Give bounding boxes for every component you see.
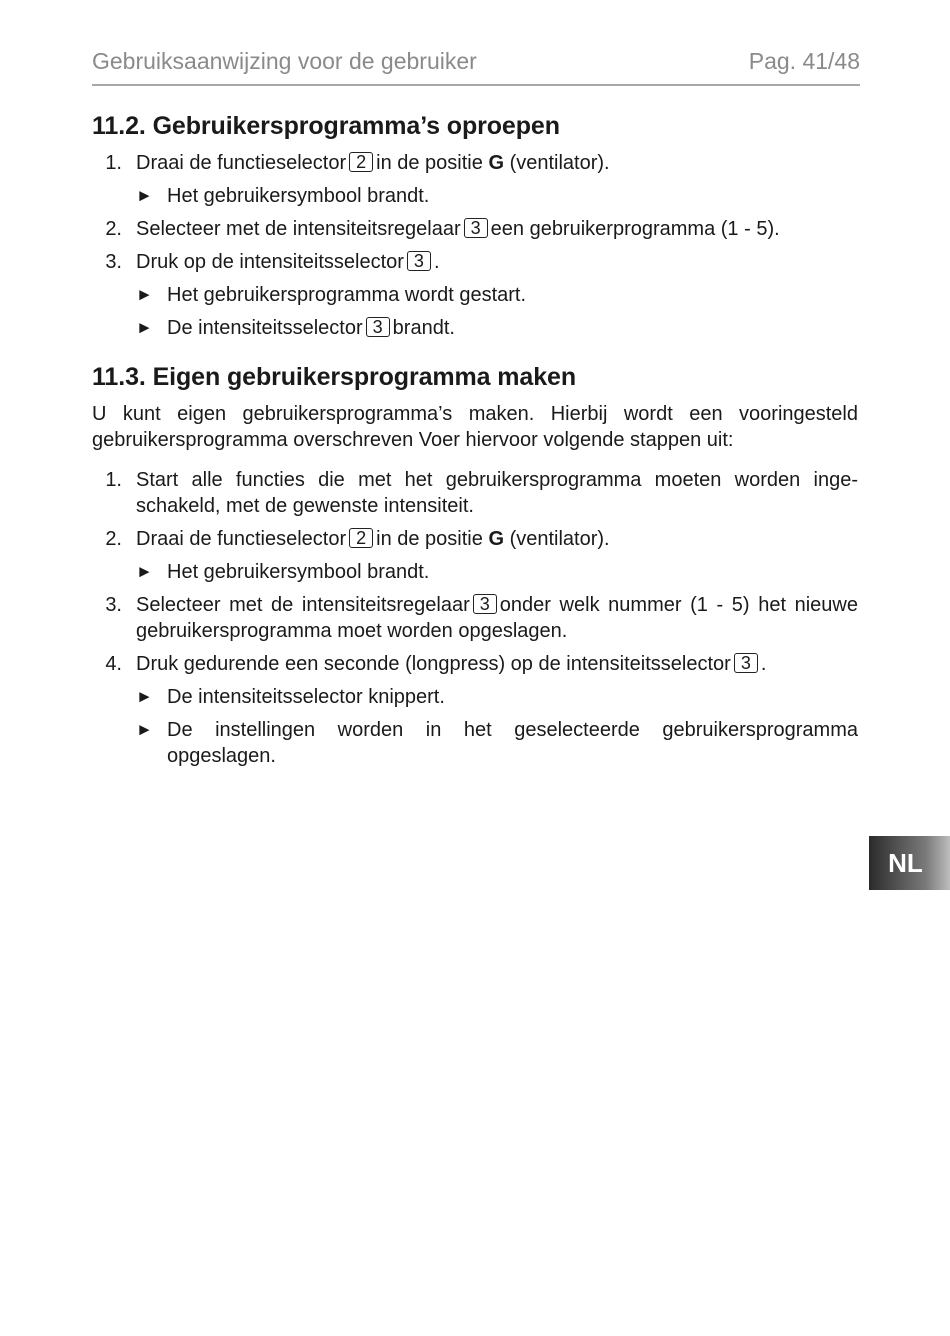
result-item [136,559,858,585]
step-text: Start alle functies die met het gebruikersprogramma moeten worden ingeschakeld, met de gewenste intensiteit. [136,469,858,517]
step-text [136,150,858,176]
step-text-part: Druk op de intensiteitsselector [136,251,404,273]
step-item [92,467,858,519]
key-reference: 2 [349,152,373,172]
header-divider [92,84,860,86]
step-number: 4. [105,653,122,675]
result-text: Het gebruikersymbool brandt. [167,185,430,207]
result-text: Het gebruikersymbool brandt. [167,561,430,583]
step-list-11-3 [92,467,858,769]
arrow-right-icon: ► [136,720,153,739]
step-text-part: Selecteer met de intensiteitsregelaar [136,594,470,616]
step-text [136,592,858,644]
step-text-part: in de positie [376,528,483,550]
key-reference: 3 [473,594,497,614]
result-text-part: De intensiteitsselector [167,317,363,339]
step-item [92,216,858,242]
key-reference: 2 [349,528,373,548]
result-text-part: brandt. [392,317,455,339]
key-reference: 3 [407,251,431,271]
step-text-part: (ventilator). [509,528,610,550]
result-text: De intensiteitsselector knippert. [167,686,445,708]
step-text [136,249,858,275]
result-item [136,684,858,710]
arrow-right-icon: ► [136,562,153,581]
step-item [92,526,858,552]
step-text-part: Druk gedurende een seconde (longpress) op de intensiteitsselector [136,653,731,675]
page-number: Pag. 41/48 [748,48,860,74]
step-text [136,216,858,242]
result-text: Het gebruikersprogramma wordt gestart. [167,284,527,306]
step-number: 2. [105,528,122,550]
section-heading-11-3: 11.3. Eigen gebruikersprogramma maken [92,363,577,391]
step-number: 3. [105,594,122,616]
step-text-part: Draai de functieselector [136,528,347,550]
step-text-part: (ventilator). [509,152,610,174]
arrow-right-icon: ► [136,318,153,337]
language-tab: NL [869,836,950,890]
key-reference: 3 [464,218,488,238]
main-content [92,108,858,776]
result-item [136,282,858,308]
result-item [136,315,858,341]
page-header [92,48,860,75]
document-title: Gebruiksaanwijzing voor de gebruiker [92,48,477,74]
step-text-part: in de positie [376,152,483,174]
step-item [92,592,858,644]
arrow-right-icon: ► [136,186,153,205]
result-item [136,717,858,769]
result-item [136,183,858,209]
step-text-part: een gebruikerprogramma (1 - 5). [490,218,780,240]
step-text-part: . [433,251,440,273]
key-reference: 3 [366,317,390,337]
position-label: G [488,152,504,174]
step-text-part: onder welk nummer (1 - 5) het nieuwe gebruikersprogramma moet worden opgeslagen. [136,594,858,642]
arrow-right-icon: ► [136,687,153,706]
step-number: 1. [105,152,122,174]
step-number: 1. [105,469,122,491]
position-label: G [488,528,504,550]
step-text [136,651,858,677]
result-text [167,315,858,341]
section-heading-11-2: 11.2. Gebruikersprogramma’s oproepen [92,112,560,140]
arrow-right-icon: ► [136,285,153,304]
step-item [92,651,858,677]
step-text-part: . [760,653,767,675]
key-reference: 3 [734,653,758,673]
step-item [92,150,858,176]
step-number: 3. [105,251,122,273]
step-item [92,249,858,275]
result-text: De instellingen worden in het geselecteerde gebruikersprogramma opgeslagen. [167,719,858,767]
intro-paragraph: U kunt eigen gebruikersprogramma’s maken. Hierbij wordt een vooringesteld gebruikersprogramma overschreven Voer hiervoor volgende stappen uit: [92,403,858,451]
step-text [136,526,858,552]
step-text-part: Selecteer met de intensiteitsregelaar [136,218,461,240]
step-number: 2. [105,218,122,240]
step-text-part: Draai de functieselector [136,152,347,174]
step-list-11-2 [92,150,858,341]
